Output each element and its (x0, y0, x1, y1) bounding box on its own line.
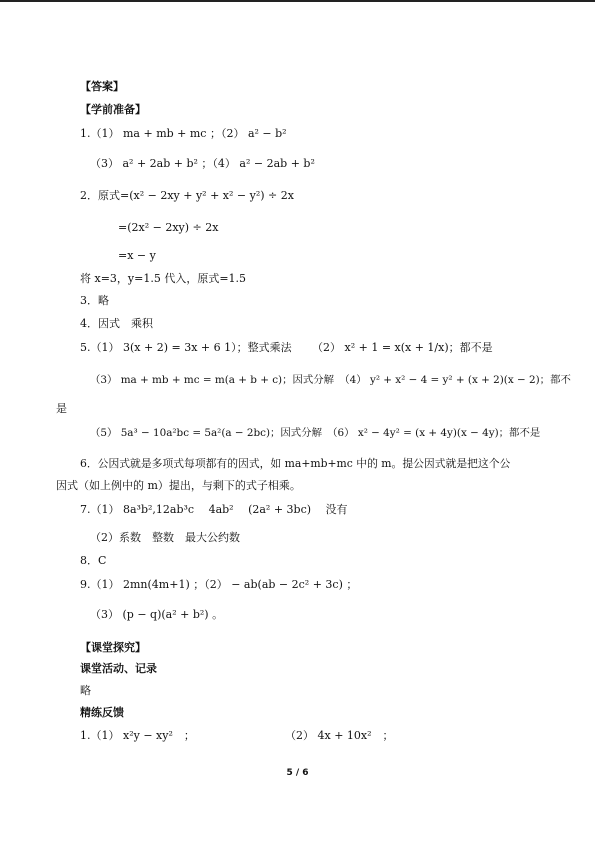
answer-2a: 2．原式=(x² − 2xy + y² + x² − y²) ÷ 2x (80, 189, 294, 202)
answer-3: 3．略 (80, 294, 109, 307)
answer-2d: 将 x=3，y=1.5 代入，原式=1.5 (80, 272, 247, 285)
answer-1a: 1.（1） ma + mb + mc ；（2） a² − b² (80, 127, 287, 140)
page-number: 5 / 6 (286, 768, 309, 778)
class-header: 【课堂探究】 (80, 641, 146, 654)
answer-6a: 6．公因式就是多项式每项都有的因式，如 ma+mb+mc 中的 m。提公因式就是把这个公 (80, 457, 511, 470)
answer-9b: （3） (p − q)(a² + b²) 。 (90, 608, 224, 621)
prep-header: 【学前准备】 (80, 103, 146, 116)
answer-8: 8．C (80, 554, 107, 567)
answer-7a: 7.（1） 8a³b²,12ab³c 4ab² (2a² + 3bc) 没有 (80, 503, 348, 516)
answer-1b: （3） a² + 2ab + b² ；（4） a² − 2ab + b² (90, 157, 315, 170)
answer-2c: =x − y (118, 249, 156, 262)
answer-9a: 9.（1） 2mn(4m+1) ；（2） − ab(ab − 2c² + 3c) ； (80, 578, 358, 591)
practice-title: 精练反馈 (80, 706, 124, 719)
answer-header: 【答案】 (80, 80, 124, 93)
activity-title: 课堂活动、记录 (80, 662, 157, 675)
answer-6b: 因式（如上例中的 m）提出，与剩下的式子相乘。 (56, 479, 301, 492)
answer-5a-right: （2） x² + 1 = x(x + 1/x)；都不是 (312, 341, 493, 354)
answer-4: 4．因式 乘积 (80, 317, 153, 330)
top-border (0, 0, 595, 2)
answer-2b: =(2x² − 2xy) ÷ 2x (118, 221, 219, 234)
answer-5c: （5） 5a³ − 10a²bc = 5a²(a − 2bc)；因式分解 （6） x² − 4y² = (x + 4y)(x − 4y)；都不是 (90, 427, 541, 439)
answer-5b-cont: 是 (56, 402, 67, 415)
practice-1-left: 1.（1） x²y − xy² ； (80, 729, 195, 742)
answer-7b: （2）系数 整数 最大公约数 (90, 531, 240, 544)
activity-body: 略 (80, 684, 91, 697)
practice-1-right: （2） 4x + 10x² ； (285, 729, 394, 742)
answer-5a-left: 5.（1） 3(x + 2) = 3x + 6 1）；整式乘法 (80, 341, 292, 354)
answer-5b: （3） ma + mb + mc = m(a + b + c)；因式分解 （4） y² + x² − 4 = y² + (x + 2)(x − 2)；都不 (90, 374, 571, 386)
